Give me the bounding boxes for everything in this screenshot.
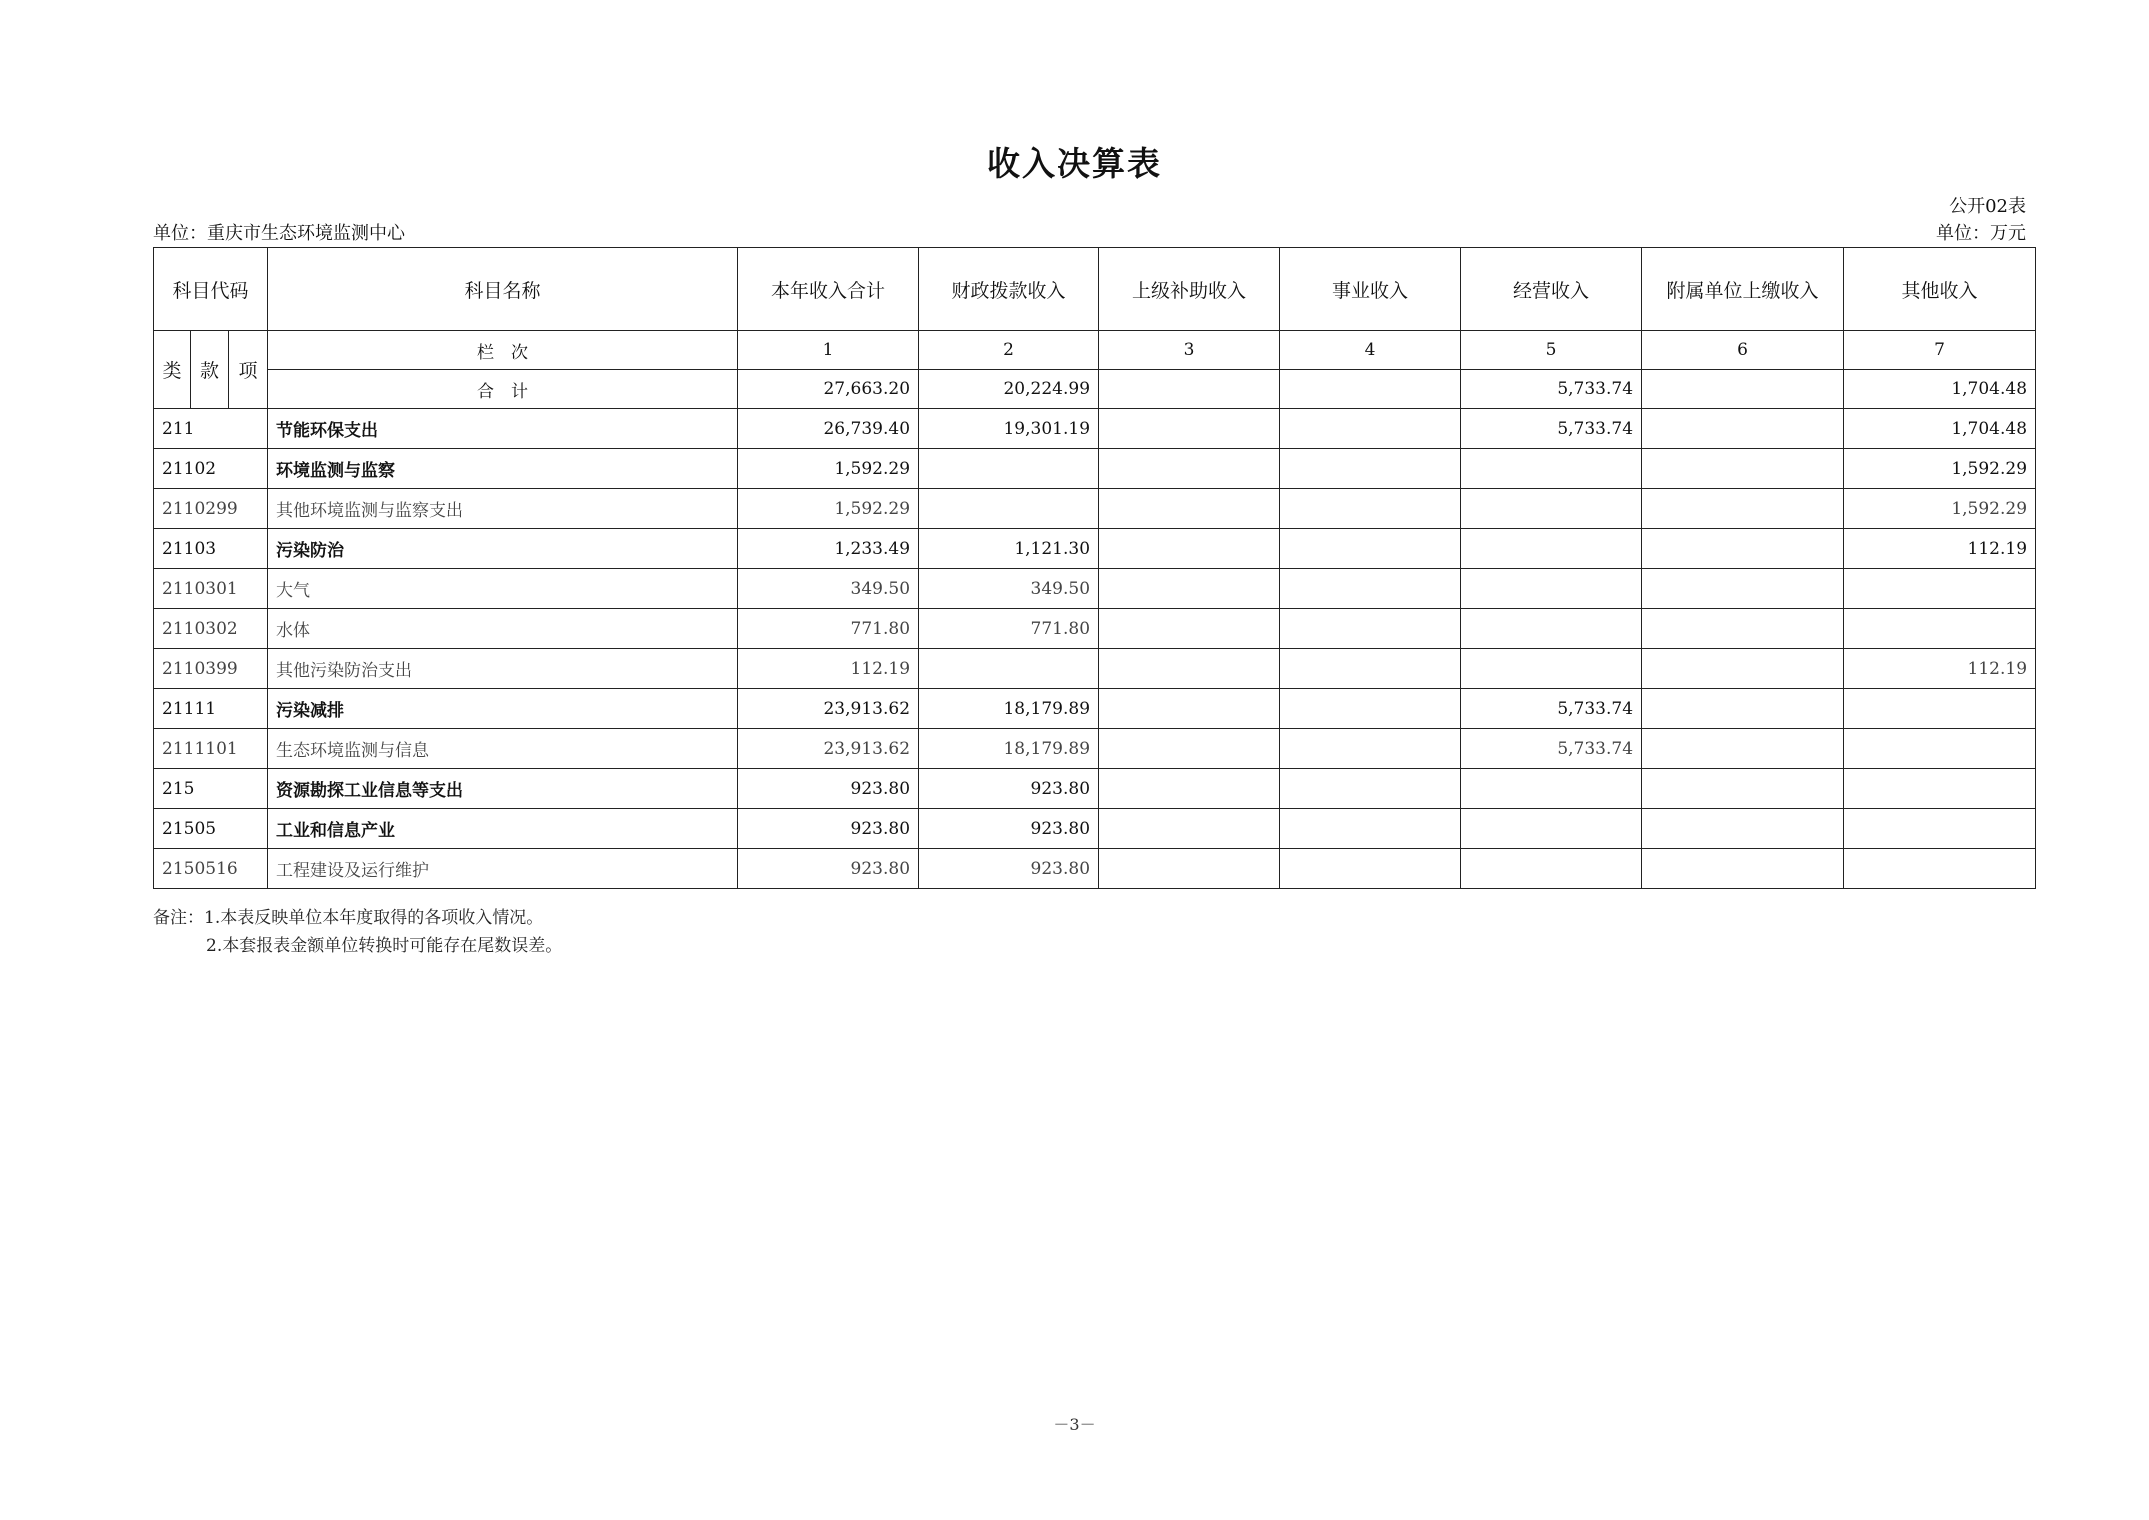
amount-cell: 1,592.29 [738,449,919,489]
subject-name: 环境监测与监察 [268,449,738,489]
amount-cell [919,449,1099,489]
total-label: 合 计 [268,370,738,409]
subject-name: 节能环保支出 [268,409,738,449]
amount-cell [1099,769,1280,809]
amount-cell: 923.80 [738,849,919,889]
amount-cell: 1,704.48 [1844,409,2036,449]
amount-cell [1280,489,1461,529]
header-col: 本年收入合计 [738,248,919,331]
amount-cell [1280,729,1461,769]
amount-cell [1099,489,1280,529]
form-id: 公开02表 [1949,196,2026,217]
subject-name: 污染防治 [268,529,738,569]
header-name: 科目名称 [268,248,738,331]
subject-code: 2111101 [154,729,268,769]
subject-name: 工业和信息产业 [268,809,738,849]
sub-header-kuan: 款 [191,331,229,409]
amount-cell [1642,489,1844,529]
page-number: －3－ [1053,1415,1096,1434]
table-row [154,729,2036,769]
table-row [154,609,2036,649]
amount-cell: 1,592.29 [1844,449,2036,489]
amount-cell [1461,609,1642,649]
amount-cell [1844,769,2036,809]
amount-cell [1844,729,2036,769]
amount-cell [1280,809,1461,849]
amount-cell [1642,569,1844,609]
total-cell: 5,733.74 [1461,370,1642,409]
header-col: 附属单位上缴收入 [1642,248,1844,331]
amount-cell [1280,529,1461,569]
table-row [154,409,2036,449]
column-number-row [154,331,2036,370]
amount-cell: 23,913.62 [738,729,919,769]
amount-cell [919,649,1099,689]
amount-cell: 1,592.29 [738,489,919,529]
total-row [154,370,2036,409]
amount-cell [1844,809,2036,849]
amount-cell [1461,489,1642,529]
header-col: 经营收入 [1461,248,1642,331]
table-row [154,449,2036,489]
amount-cell [1461,649,1642,689]
amount-cell [1642,729,1844,769]
subject-code: 2110299 [154,489,268,529]
currency-unit: 单位：万元 [1936,223,2026,244]
subject-name: 其他污染防治支出 [268,649,738,689]
subject-code: 2110399 [154,649,268,689]
amount-cell [1642,769,1844,809]
amount-cell: 771.80 [738,609,919,649]
total-cell: 20,224.99 [919,370,1099,409]
amount-cell: 19,301.19 [919,409,1099,449]
amount-cell: 923.80 [738,809,919,849]
amount-cell [1280,849,1461,889]
subject-code: 211 [154,409,268,449]
subject-code: 21111 [154,689,268,729]
amount-cell [1099,409,1280,449]
table-row [154,649,2036,689]
amount-cell: 923.80 [919,849,1099,889]
header-col: 其他收入 [1844,248,2036,331]
amount-cell [1461,569,1642,609]
amount-cell [1844,689,2036,729]
column-number: 2 [919,331,1099,370]
amount-cell: 349.50 [738,569,919,609]
subject-code: 21103 [154,529,268,569]
amount-cell: 112.19 [738,649,919,689]
column-number: 6 [1642,331,1844,370]
amount-cell [1844,609,2036,649]
sub-header-xiang: 项 [229,331,268,409]
note-1: 备注：1.本表反映单位本年度取得的各项收入情况。 [153,908,544,928]
amount-cell [1461,529,1642,569]
amount-cell [1099,689,1280,729]
amount-cell [1844,849,2036,889]
notes [153,904,562,960]
header-col: 事业收入 [1280,248,1461,331]
amount-cell [1099,809,1280,849]
total-cell [1099,370,1280,409]
note-2: 2.本套报表金额单位转换时可能存在尾数误差。 [206,936,563,956]
amount-cell [1280,569,1461,609]
amount-cell: 1,121.30 [919,529,1099,569]
column-number: 1 [738,331,919,370]
amount-cell: 5,733.74 [1461,689,1642,729]
subject-code: 215 [154,769,268,809]
amount-cell [1099,649,1280,689]
amount-cell: 923.80 [738,769,919,809]
amount-cell: 18,179.89 [919,729,1099,769]
amount-cell: 5,733.74 [1461,729,1642,769]
subject-name: 大气 [268,569,738,609]
amount-cell [1099,729,1280,769]
subject-code: 2110302 [154,609,268,649]
amount-cell [1844,569,2036,609]
amount-cell [1099,569,1280,609]
amount-cell [1461,769,1642,809]
subject-code: 21505 [154,809,268,849]
lanci-label: 栏 次 [268,331,738,370]
subject-name: 工程建设及运行维护 [268,849,738,889]
amount-cell [1642,649,1844,689]
column-number: 3 [1099,331,1280,370]
amount-cell [1099,449,1280,489]
amount-cell [1461,849,1642,889]
amount-cell [1280,649,1461,689]
table-row [154,849,2036,889]
amount-cell [1642,849,1844,889]
amount-cell [1642,609,1844,649]
table-row [154,689,2036,729]
amount-cell [1642,529,1844,569]
column-number: 4 [1280,331,1461,370]
amount-cell [1280,449,1461,489]
amount-cell: 26,739.40 [738,409,919,449]
amount-cell [1280,409,1461,449]
total-cell [1642,370,1844,409]
subject-code: 2150516 [154,849,268,889]
amount-cell: 18,179.89 [919,689,1099,729]
amount-cell [1461,449,1642,489]
amount-cell: 5,733.74 [1461,409,1642,449]
total-cell: 1,704.48 [1844,370,2036,409]
sub-header-lei: 类 [154,331,191,409]
amount-cell [1280,609,1461,649]
amount-cell [1642,449,1844,489]
data-rows [154,409,2036,889]
subject-name: 资源勘探工业信息等支出 [268,769,738,809]
header-col: 财政拨款收入 [919,248,1099,331]
header-row [154,248,2036,331]
amount-cell [1099,529,1280,569]
amount-cell: 771.80 [919,609,1099,649]
subject-code: 21102 [154,449,268,489]
subject-name: 生态环境监测与信息 [268,729,738,769]
table-row [154,569,2036,609]
amount-cell: 349.50 [919,569,1099,609]
amount-cell [1642,409,1844,449]
reporting-unit: 单位：重庆市生态环境监测中心 [153,223,405,244]
table-row [154,529,2036,569]
amount-cell: 1,233.49 [738,529,919,569]
total-cell: 27,663.20 [738,370,919,409]
amount-cell [1642,809,1844,849]
total-cell [1280,370,1461,409]
subject-code: 2110301 [154,569,268,609]
amount-cell: 923.80 [919,809,1099,849]
table-row [154,489,2036,529]
amount-cell: 112.19 [1844,649,2036,689]
subject-name: 污染减排 [268,689,738,729]
amount-cell [1280,769,1461,809]
amount-cell: 923.80 [919,769,1099,809]
amount-cell: 23,913.62 [738,689,919,729]
table-row [154,769,2036,809]
subject-name: 其他环境监测与监察支出 [268,489,738,529]
subject-name: 水体 [268,609,738,649]
amount-cell [1642,689,1844,729]
amount-cell [1099,849,1280,889]
amount-cell [1280,689,1461,729]
column-number: 7 [1844,331,2036,370]
column-number: 5 [1461,331,1642,370]
page-title: 收入决算表 [987,144,1162,183]
header-code: 科目代码 [154,248,268,331]
amount-cell: 1,592.29 [1844,489,2036,529]
amount-cell [1099,609,1280,649]
header-col: 上级补助收入 [1099,248,1280,331]
amount-cell [919,489,1099,529]
table-row [154,809,2036,849]
amount-cell [1461,809,1642,849]
income-table [153,247,2036,889]
amount-cell: 112.19 [1844,529,2036,569]
